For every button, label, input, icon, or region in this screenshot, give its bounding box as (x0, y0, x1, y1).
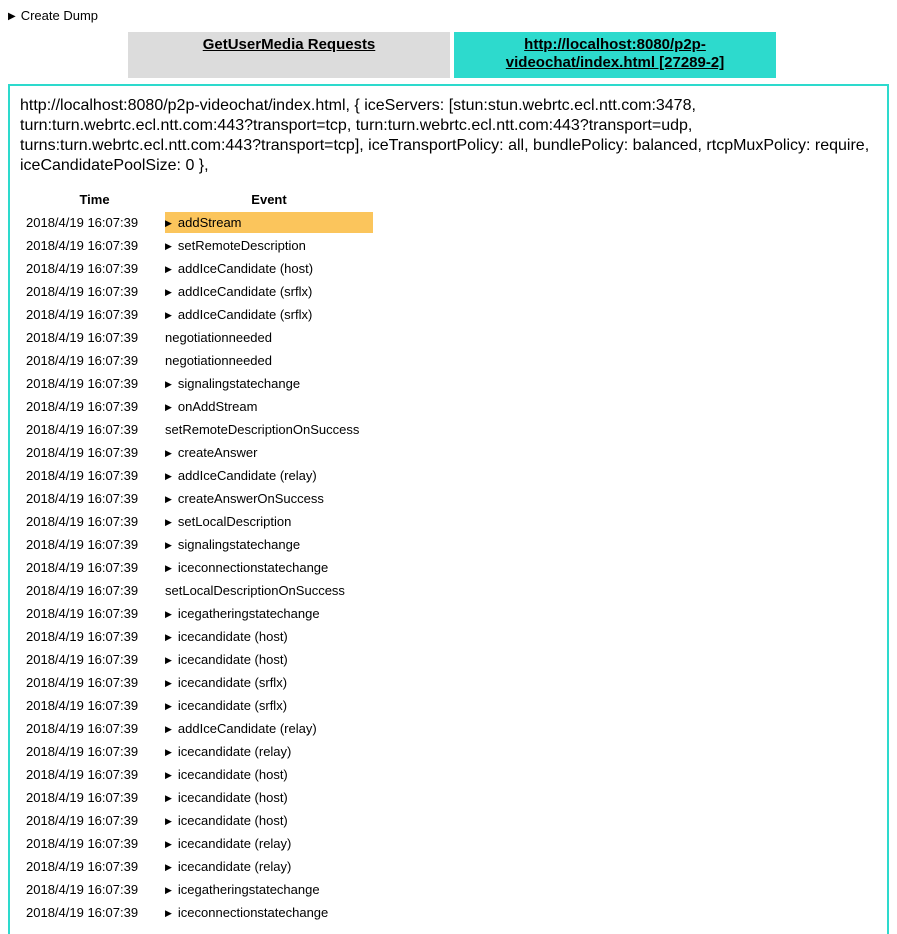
event-label: setLocalDescriptionOnSuccess (165, 583, 345, 598)
event-label: signalingstatechange (177, 376, 301, 391)
event-cell (165, 764, 373, 785)
event-cell (165, 695, 373, 716)
event-log-row (26, 534, 373, 555)
event-label: createAnswerOnSuccess (177, 491, 324, 506)
event-cell (165, 741, 373, 762)
event-label: icecandidate (host) (177, 790, 288, 805)
event-cell (165, 672, 373, 693)
event-details (165, 376, 300, 391)
event-details (165, 882, 320, 897)
event-log-row (26, 258, 373, 279)
disclosure-triangle-icon: ▶ (165, 609, 172, 619)
disclosure-triangle-icon: ▶ (165, 494, 172, 504)
event-log-row (26, 626, 373, 647)
event-time: 2018/4/19 16:07:39 (26, 261, 139, 276)
event-summary[interactable] (165, 537, 300, 552)
disclosure-triangle-icon: ▶ (165, 724, 172, 734)
event-label: createAnswer (177, 445, 258, 460)
event-label: addStream (177, 215, 242, 230)
event-log-row (26, 212, 373, 233)
event-summary[interactable] (165, 859, 291, 874)
event-details (165, 238, 306, 253)
event-details (165, 491, 324, 506)
create-dump-summary[interactable] (8, 8, 889, 23)
event-summary[interactable] (165, 767, 288, 782)
event-summary[interactable] (165, 514, 291, 529)
event-cell (165, 626, 373, 647)
event-log-row (26, 557, 373, 578)
disclosure-triangle-icon: ▶ (165, 839, 172, 849)
event-summary[interactable] (165, 560, 328, 575)
event-cell (165, 718, 373, 739)
event-summary[interactable] (165, 629, 288, 644)
event-summary[interactable] (165, 445, 257, 460)
event-cell (165, 442, 373, 463)
event-summary[interactable] (165, 215, 242, 230)
event-summary[interactable] (165, 468, 317, 483)
event-summary[interactable] (165, 675, 287, 690)
event-label: onAddStream (177, 399, 258, 414)
event-details (165, 629, 288, 644)
event-log-row (26, 672, 373, 693)
disclosure-triangle-icon: ▶ (165, 793, 172, 803)
event-log-row (26, 235, 373, 256)
event-label: icecandidate (host) (177, 813, 288, 828)
disclosure-triangle-icon: ▶ (165, 310, 172, 320)
event-summary[interactable] (165, 376, 300, 391)
event-log-row (26, 787, 373, 808)
event-cell (165, 557, 373, 578)
time-column-header: Time (79, 192, 110, 207)
event-cell (165, 258, 373, 279)
event-cell (165, 373, 373, 394)
event-label: icegatheringstatechange (177, 606, 320, 621)
event-log-row (26, 810, 373, 831)
event-summary[interactable] (165, 238, 306, 253)
event-details (165, 652, 288, 667)
event-details (165, 790, 288, 805)
disclosure-triangle-icon: ▶ (165, 264, 172, 274)
disclosure-triangle-icon: ▶ (165, 747, 172, 757)
event-cell (165, 419, 373, 440)
event-summary[interactable] (165, 307, 312, 322)
event-time: 2018/4/19 16:07:39 (26, 422, 139, 437)
event-time: 2018/4/19 16:07:39 (26, 836, 139, 851)
event-cell (165, 810, 373, 831)
event-label: setRemoteDescription (177, 238, 306, 253)
event-cell (165, 281, 373, 302)
event-log-row (26, 603, 373, 624)
event-cell (165, 511, 373, 532)
create-dump-details (8, 8, 889, 23)
disclosure-triangle-icon: ▶ (165, 862, 172, 872)
event-label: negotiationneeded (165, 330, 272, 345)
event-log-row (26, 511, 373, 532)
event-summary[interactable] (165, 813, 288, 828)
event-time: 2018/4/19 16:07:39 (26, 882, 139, 897)
event-details (165, 721, 317, 736)
event-summary[interactable] (165, 721, 317, 736)
event-log-row (26, 281, 373, 302)
event-details (165, 813, 288, 828)
event-summary[interactable] (165, 882, 320, 897)
event-details (165, 514, 291, 529)
create-dump-label: Create Dump (20, 8, 99, 23)
event-cell (165, 212, 373, 233)
tab-getusermedia-requests[interactable] (128, 32, 450, 78)
event-time: 2018/4/19 16:07:39 (26, 905, 139, 920)
event-log-row (26, 419, 373, 440)
event-time: 2018/4/19 16:07:39 (26, 353, 139, 368)
event-time: 2018/4/19 16:07:39 (26, 790, 139, 805)
disclosure-triangle-icon: ▶ (165, 471, 172, 481)
event-summary[interactable] (165, 698, 287, 713)
event-log-row (26, 488, 373, 509)
tab-label: GetUserMedia Requests (202, 36, 376, 53)
disclosure-triangle-icon: ▶ (165, 540, 172, 550)
disclosure-triangle-icon: ▶ (165, 563, 172, 573)
event-details (165, 675, 287, 690)
disclosure-triangle-icon: ▶ (165, 402, 172, 412)
event-time: 2018/4/19 16:07:39 (26, 284, 139, 299)
event-summary[interactable] (165, 652, 288, 667)
event-time: 2018/4/19 16:07:39 (26, 514, 139, 529)
event-summary[interactable] (165, 744, 291, 759)
event-details (165, 468, 317, 483)
event-cell (165, 649, 373, 670)
event-cell (165, 580, 373, 601)
event-log-row (26, 396, 373, 417)
event-log-row (26, 649, 373, 670)
event-details (165, 606, 320, 621)
event-log-row (26, 879, 373, 900)
event-summary[interactable] (165, 399, 257, 414)
event-cell (165, 488, 373, 509)
event-label: addIceCandidate (srflx) (177, 284, 313, 299)
event-time: 2018/4/19 16:07:39 (26, 698, 139, 713)
disclosure-triangle-icon: ▶ (165, 678, 172, 688)
disclosure-triangle-icon: ▶ (165, 816, 172, 826)
event-log-row (26, 465, 373, 486)
event-log-row (26, 327, 373, 348)
tab-peer-connection[interactable] (454, 32, 776, 78)
event-details (165, 859, 291, 874)
event-time: 2018/4/19 16:07:39 (26, 675, 139, 690)
disclosure-triangle-icon: ▶ (165, 448, 172, 458)
event-time: 2018/4/19 16:07:39 (26, 859, 139, 874)
event-details (165, 836, 291, 851)
event-details (165, 215, 242, 230)
event-time: 2018/4/19 16:07:39 (26, 399, 139, 414)
event-time: 2018/4/19 16:07:39 (26, 813, 139, 828)
event-time: 2018/4/19 16:07:39 (26, 330, 139, 345)
event-details (165, 399, 257, 414)
event-label: icegatheringstatechange (177, 882, 320, 897)
event-log-row (26, 304, 373, 325)
event-log-table (24, 189, 375, 925)
event-column-header: Event (251, 192, 287, 207)
event-summary[interactable] (165, 284, 312, 299)
event-log-row (26, 695, 373, 716)
event-cell (165, 327, 373, 348)
event-label: iceconnectionstatechange (177, 905, 329, 920)
event-log-row (26, 373, 373, 394)
event-details (165, 261, 313, 276)
event-log-row (26, 350, 373, 371)
event-label: icecandidate (host) (177, 629, 288, 644)
event-time: 2018/4/19 16:07:39 (26, 744, 139, 759)
event-time: 2018/4/19 16:07:39 (26, 606, 139, 621)
event-log-row (26, 442, 373, 463)
event-time: 2018/4/19 16:07:39 (26, 537, 139, 552)
event-label: addIceCandidate (relay) (177, 721, 317, 736)
event-label: setRemoteDescriptionOnSuccess (165, 422, 360, 437)
event-cell (165, 350, 373, 371)
event-log-header-row (26, 191, 373, 210)
disclosure-triangle-icon: ▶ (165, 770, 172, 780)
event-cell (165, 902, 373, 923)
event-cell (165, 787, 373, 808)
event-label: icecandidate (relay) (177, 744, 292, 759)
event-summary[interactable] (165, 606, 320, 621)
event-cell (165, 465, 373, 486)
event-time: 2018/4/19 16:07:39 (26, 238, 139, 253)
event-log-row (26, 833, 373, 854)
event-log-row (26, 856, 373, 877)
event-label: iceconnectionstatechange (177, 560, 329, 575)
event-time: 2018/4/19 16:07:39 (26, 652, 139, 667)
event-time: 2018/4/19 16:07:39 (26, 468, 139, 483)
disclosure-triangle-icon: ▶ (165, 218, 172, 228)
event-summary[interactable] (165, 790, 288, 805)
event-details (165, 307, 312, 322)
disclosure-triangle-icon: ▶ (165, 701, 172, 711)
peer-connection-panel (8, 84, 889, 934)
event-details (165, 744, 291, 759)
event-time: 2018/4/19 16:07:39 (26, 583, 139, 598)
disclosure-triangle-icon: ▶ (8, 11, 16, 22)
disclosure-triangle-icon: ▶ (165, 885, 172, 895)
event-time: 2018/4/19 16:07:39 (26, 560, 139, 575)
disclosure-triangle-icon: ▶ (165, 379, 172, 389)
event-time: 2018/4/19 16:07:39 (26, 376, 139, 391)
event-label: negotiationneeded (165, 353, 272, 368)
event-time: 2018/4/19 16:07:39 (26, 215, 139, 230)
event-details (165, 284, 312, 299)
event-details (165, 537, 300, 552)
event-summary[interactable] (165, 491, 324, 506)
disclosure-triangle-icon: ▶ (165, 287, 172, 297)
event-time: 2018/4/19 16:07:39 (26, 721, 139, 736)
event-cell (165, 534, 373, 555)
event-label: icecandidate (host) (177, 652, 288, 667)
event-log-row (26, 741, 373, 762)
event-label: icecandidate (relay) (177, 836, 292, 851)
event-details (165, 560, 328, 575)
event-label: addIceCandidate (relay) (177, 468, 317, 483)
disclosure-triangle-icon: ▶ (165, 655, 172, 665)
event-label: icecandidate (relay) (177, 859, 292, 874)
event-label: addIceCandidate (srflx) (177, 307, 313, 322)
peer-connection-header: http://localhost:8080/p2p-videochat/index.html, { iceServers: [stun:stun.webrtc.ecl.ntt.com:3478, turn:turn.webrtc.ecl.ntt.com:443?transport=tcp, turn:turn.webrtc.ecl.ntt.com:443?transport=udp, turns:turn.webrtc.ecl.ntt.com:443?transport=tcp], iceTransportPolicy: all, bundlePolicy: balanced, rtcpMuxPolicy: require, iceCandidatePoolSize: 0 }, (20, 97, 870, 174)
event-label: setLocalDescription (177, 514, 292, 529)
event-time: 2018/4/19 16:07:39 (26, 629, 139, 644)
event-log-body (26, 212, 373, 923)
event-label: icecandidate (srflx) (177, 698, 288, 713)
event-time: 2018/4/19 16:07:39 (26, 491, 139, 506)
tab-label: http://localhost:8080/p2p-videochat/index.html [27289-2] (505, 36, 725, 71)
event-log-row (26, 580, 373, 601)
event-cell (165, 304, 373, 325)
event-log-row (26, 764, 373, 785)
event-details (165, 445, 257, 460)
event-cell (165, 396, 373, 417)
event-details (165, 905, 328, 920)
event-log-row (26, 718, 373, 739)
event-summary[interactable] (165, 836, 291, 851)
disclosure-triangle-icon: ▶ (165, 241, 172, 251)
tab-bar (128, 32, 889, 78)
event-time: 2018/4/19 16:07:39 (26, 767, 139, 782)
event-label: signalingstatechange (177, 537, 301, 552)
event-time: 2018/4/19 16:07:39 (26, 307, 139, 322)
event-summary[interactable] (165, 261, 313, 276)
event-time: 2018/4/19 16:07:39 (26, 445, 139, 460)
disclosure-triangle-icon: ▶ (165, 908, 172, 918)
event-cell (165, 603, 373, 624)
event-details (165, 698, 287, 713)
event-log-row (26, 902, 373, 923)
disclosure-triangle-icon: ▶ (165, 632, 172, 642)
event-cell (165, 879, 373, 900)
event-cell (165, 235, 373, 256)
event-label: icecandidate (srflx) (177, 675, 288, 690)
disclosure-triangle-icon: ▶ (165, 517, 172, 527)
event-summary[interactable] (165, 905, 328, 920)
event-details (165, 767, 288, 782)
event-cell (165, 833, 373, 854)
event-label: icecandidate (host) (177, 767, 288, 782)
event-cell (165, 856, 373, 877)
event-label: addIceCandidate (host) (177, 261, 314, 276)
